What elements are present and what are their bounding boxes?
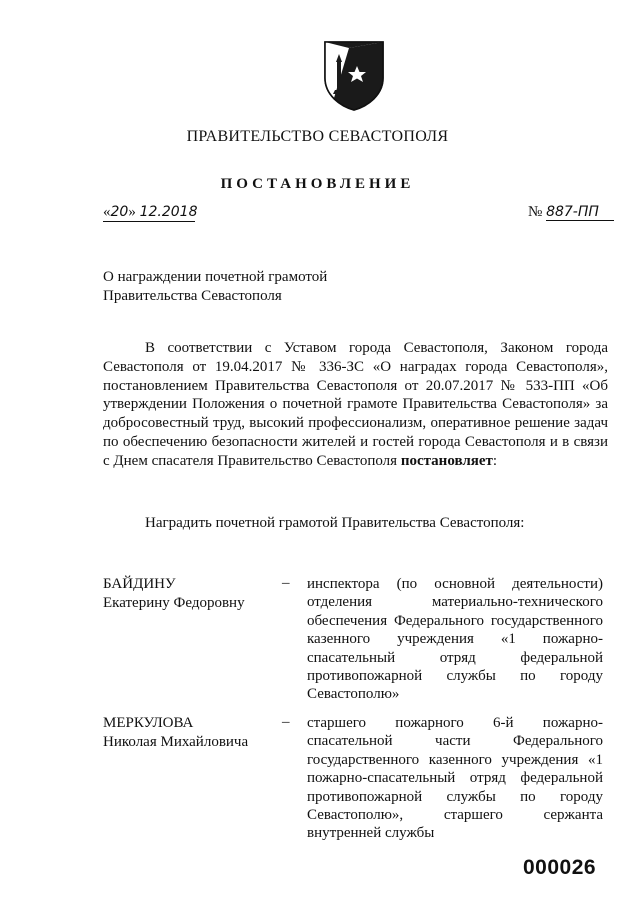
serial-number: 000026 bbox=[523, 856, 597, 879]
document-number bbox=[528, 204, 614, 221]
awardee-name bbox=[103, 714, 248, 752]
preamble-text: В соответствии с Уставом города Севастополя, Законом города Севастополя от 19.04.2017 № 336-ЗС «О наградах города Севастополя», постановлением Правительства Севастополя от 20.07.2017 № 533-ПП «Об утверждении Положения о почетной грамоте Правительства Севастополя» за добросовестный труд, высокий профессионализм, оперативное решение задач по обеспечению безопасности жителей и гостей города Севастополя и в связи с Днем спасателя Правительство Севастополя bbox=[103, 340, 608, 469]
subject-line-2: Правительства Севастополя bbox=[103, 288, 282, 304]
award-line: Наградить почетной грамотой Правительства Севастополя: bbox=[145, 515, 525, 531]
number-value: 887-ПП bbox=[546, 204, 614, 221]
awardee-surname: МЕРКУЛОВА bbox=[103, 715, 194, 731]
awardee-surname: БАЙДИНУ bbox=[103, 576, 176, 592]
dash: – bbox=[282, 575, 290, 591]
awardee-name bbox=[103, 575, 245, 613]
subject bbox=[103, 268, 327, 306]
document-type: ПОСТАНОВЛЕНИЕ bbox=[220, 176, 415, 192]
preamble-colon: : bbox=[492, 452, 498, 469]
number-prefix: № bbox=[528, 204, 543, 220]
subject-line-1: О награждении почетной грамотой bbox=[103, 269, 328, 285]
preamble-decree-word: постановляет bbox=[400, 452, 493, 469]
awardee-given-names: Екатерину Федоровну bbox=[103, 594, 245, 611]
dash: – bbox=[282, 714, 290, 730]
preamble bbox=[103, 339, 608, 471]
awardee-position: инспектора (по основной деятельности) отделения материально-технического обеспечения Федерального государственного казенного учреждения «1 пожарно-спасательный отряд федеральной противопожарной службы по городу Севастополю» bbox=[307, 576, 603, 703]
awardee-position: старшего пожарного 6-й пожарно-спасательной части Федерального государственного казенного учреждения «1 пожарно-спасательный отряд федеральной противопожарной службы по городу Севастополю», старшего сержанта внутренней службы bbox=[307, 715, 603, 842]
date-open-quote: « bbox=[103, 204, 111, 220]
document-date bbox=[103, 204, 198, 222]
sevastopol-coat-of-arms-icon bbox=[323, 40, 385, 112]
government-title: ПРАВИТЕЛЬСТВО СЕВАСТОПОЛЯ bbox=[186, 128, 449, 145]
date-day: 20 bbox=[110, 204, 129, 220]
awardee-given-names: Николая Михайловича bbox=[103, 733, 249, 750]
date-month-year: 12.2018 bbox=[139, 204, 198, 220]
date-close-quote: » bbox=[128, 204, 136, 220]
